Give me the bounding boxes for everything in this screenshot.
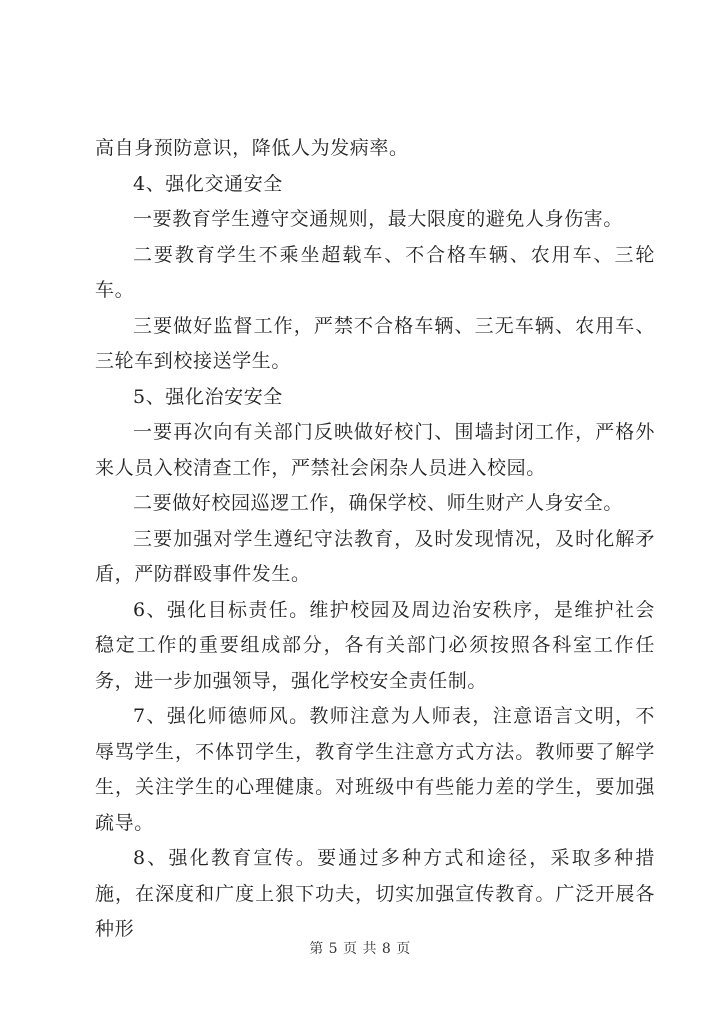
heading-public-security: 5、强化治安安全 [133, 385, 283, 408]
heading-traffic-safety: 4、强化交通安全 [133, 172, 283, 195]
paragraph-target-responsibility: 6、强化目标责任。维护校园及周边治安秩序，是维护社会稳定工作的重要组成部分，各有关部门必须按照各科室工作任务，进一步加强领导，强化学校安全责任制。 [95, 598, 655, 692]
paragraph-teacher-ethics: 7、强化师德师风。教师注意为人师表，注意语言文明，不辱骂学生，不体罚学生，教育学生注意方式方法。教师要了解学生，关注学生的心理健康。对班级中有些能力差的学生，要加强疏导。 [95, 705, 655, 834]
paragraph-traffic-rules: 一要教育学生遵守交通规则，最大限度的避免人身伤害。 [133, 208, 624, 230]
paragraph-campus-patrol: 二要做好校园巡逻工作，确保学校、师生财产人身安全。 [133, 492, 624, 514]
page-number-footer: 第 5 页 共 8 页 [309, 941, 411, 957]
body-text [95, 131, 655, 948]
paragraph-vehicle-supervision: 三要做好监督工作，严禁不合格车辆、三无车辆、农用车、三轮车到校接送学生。 [95, 314, 655, 372]
paragraph-campus-enclosure: 一要再次向有关部门反映做好校门、围墙封闭工作，严格外来人员入校清查工作，严禁社会闲杂人员进入校园。 [95, 421, 655, 479]
paragraph-no-overloaded-vehicles: 二要教育学生不乘坐超载车、不合格车辆、农用车、三轮车。 [95, 243, 655, 301]
paragraph-education-publicity: 8、强化教育宣传。要通过多种方式和途径，采取多种措施，在深度和广度上狠下功夫，切实加强宣传教育。广泛开展各种形 [95, 847, 655, 940]
paragraph-continuation: 高自身预防意识，降低人为发病率。 [95, 137, 409, 159]
paragraph-law-education: 三要加强对学生遵纪守法教育，及时发现情况，及时化解矛盾，严防群殴事件发生。 [95, 527, 655, 585]
